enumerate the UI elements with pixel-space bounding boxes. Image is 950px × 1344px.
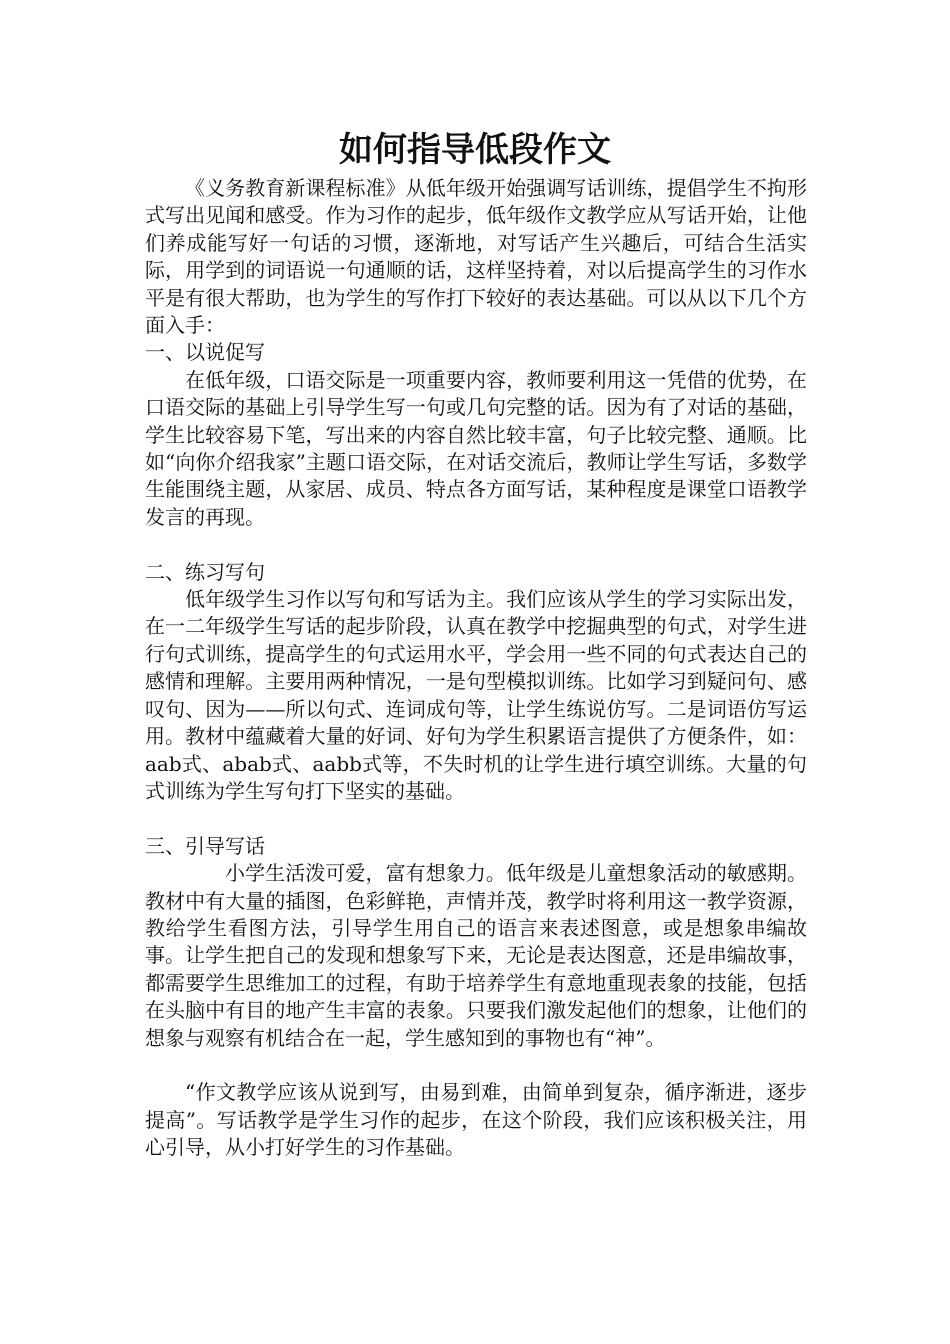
section-heading-2: 二、练习写句 bbox=[145, 559, 265, 584]
paragraph-spacer bbox=[145, 1052, 807, 1079]
conclusion-paragraph: “作文教学应该从说到写，由易到难，由简单到复杂，循序渐进，逐步提高”。写话教学是学生习作的起步，在这个阶段，我们应该积极关注，用心引导，从小打好学生的习作基础。 bbox=[145, 1080, 807, 1160]
section-paragraph-2: 低年级学生习作以写句和写话为主。我们应该从学生的学习实际出发，在一二年级学生写话的起步阶段，认真在教学中挖掘典型的句式，对学生进行句式训练，提高学生的句式运用水平，学会用一些不同的句式表达自己的感情和理解。主要用两种情况，一是句型模拟训练。比如学习到疑问句、感叹句、因为——所以句式、连词成句等，让学生练说仿写。二是词语仿写运用。教材中蕴藏着大量的好词、好句为学生积累语言提供了方便条件，如：aab式、abab式、aabb式等，不失时机的让学生进行填空训练。大量的句式训练为学生写句打下坚实的基础。 bbox=[145, 587, 807, 803]
section-heading-3: 三、引导写话 bbox=[145, 833, 265, 858]
paragraph-spacer bbox=[145, 805, 807, 832]
section-paragraph-3: 小学生活泼可爱，富有想象力。低年级是儿童想象活动的敏感期。教材中有大量的插图，色彩鲜艳，声情并茂，教学时将利用这一教学资源，教给学生看图方法，引导学生用自己的语言来表述图意，或是想象串编故事。让学生把自己的发现和想象写下来，无论是表达图意，还是串编故事，都需要学生思维加工的过程，有助于培养学生有意地重现表象的技能，包括在头脑中有目的地产生丰富的表象。只要我们激发起他们的想象，让他们的想象与观察有机结合在一起，学生感知到的事物也有“神”。 bbox=[145, 861, 807, 1050]
paragraph-spacer bbox=[145, 531, 807, 558]
intro-paragraph: 《义务教育新课程标准》从低年级开始强调写话训练，提倡学生不拘形式写出见闻和感受。作为习作的起步，低年级作文教学应从写话开始，让他们养成能写好一句话的习惯，逐渐地，对写话产生兴趣后，可结合生活实际，用学到的词语说一句通顺的话，这样坚持着，对以后提高学生的习作水平是有很大帮助，也为学生的写作打下较好的表达基础。可以从以下几个方面入手： bbox=[145, 176, 807, 338]
section-paragraph-1: 在低年级，口语交际是一项重要内容，教师要利用这一凭借的优势，在口语交际的基础上引导学生写一句或几句完整的话。因为有了对话的基础，学生比较容易下笔，写出来的内容自然比较丰富，句子比较完整、通顺。比如“向你介绍我家”主题口语交际，在对话交流后，教师让学生写话，多数学生能围绕主题，从家居、成员、特点各方面写话，某种程度是课堂口语教学发言的再现。 bbox=[145, 367, 807, 529]
document-body bbox=[145, 175, 807, 1162]
document-title: 如何指导低段作文 bbox=[339, 130, 611, 170]
section-heading-1: 一、以说促写 bbox=[145, 340, 265, 365]
